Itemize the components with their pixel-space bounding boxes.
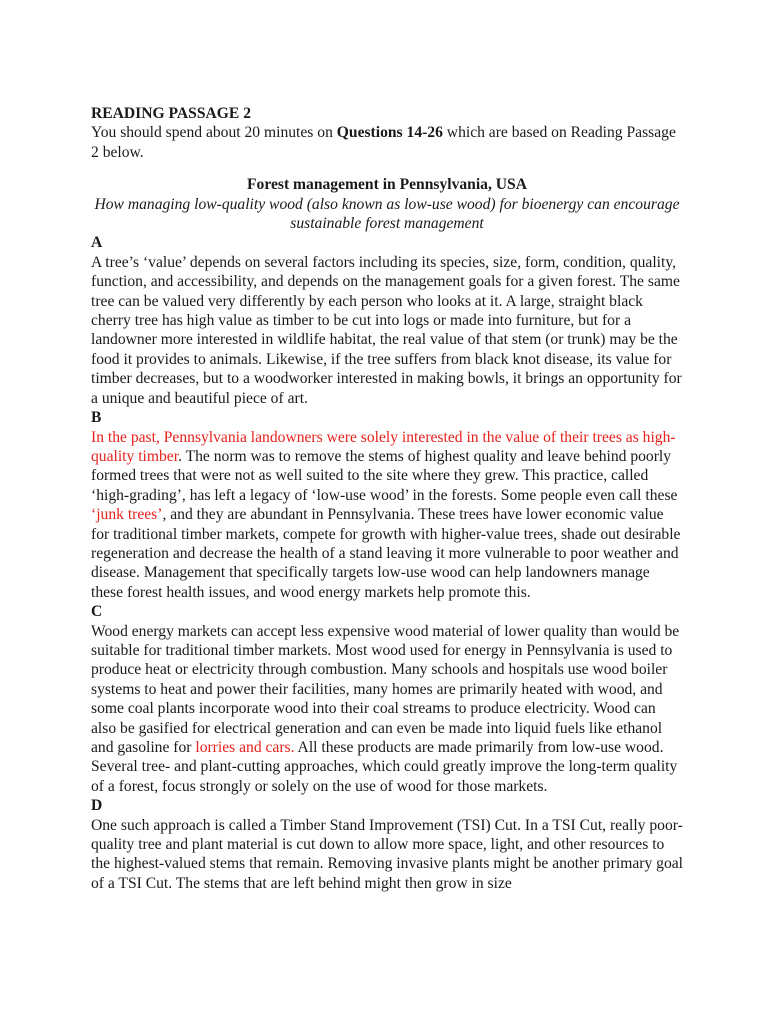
article-title: Forest management in Pennsylvania, USA xyxy=(247,176,527,194)
article-subtitle: How managing low-quality wood (also known as low-use wood) for bioenergy can encourage sustainable forest management xyxy=(94,195,680,233)
section-c-paragraph xyxy=(91,622,683,797)
intro-text-post: which are based on Reading Passage 2 below. xyxy=(91,124,676,161)
passage-heading: READING PASSAGE 2 xyxy=(91,105,252,122)
paragraph-text: , and they are abundant in Pennsylvania. These trees have lower economic value for traditional timber markets, compete for growth with higher-value trees, shade out desirable regeneration and decrease the health of a stand leaving it more vulnerable to poor weather and disease. Management that specifically targets low-use wood can help landowners manage these forest health issues, and wood energy markets help promote this. xyxy=(91,506,681,601)
highlighted-text: ‘junk trees’ xyxy=(91,506,163,524)
highlighted-text: lorries and cars. xyxy=(195,739,295,756)
intro-text-pre: You should spend about 20 minutes on xyxy=(91,124,337,142)
paragraph-text: All these products are made primarily from low-use wood. Several tree- and plant-cutting approaches, which could greatly improve the long-term quality of a forest, focus strongly or solely on the use of wood for those markets. xyxy=(91,739,678,795)
paragraph-text: . The norm was to remove the stems of highest quality and leave behind poorly formed trees that were not as well suited to the site where they grew. This practice, called ‘high-grading’, has left a legacy of ‘low-use wood’ in the forests. Some people even call these xyxy=(91,447,678,504)
intro-questions-range: Questions 14-26 xyxy=(336,124,443,142)
section-b-paragraph xyxy=(91,428,683,603)
reading-passage xyxy=(91,104,683,893)
section-letter-c: C xyxy=(91,603,103,621)
section-letter-b: B xyxy=(91,409,102,427)
section-a-paragraph: A tree’s ‘value’ depends on several factors including its species, size, form, condition, quality, function, and accessibility, and depends on the management goals for a given forest. The same tree can be valued very differently by each person who looks at it. A large, straight black cherry tree has high value as timber to be cut into logs or made into furniture, but for a landowner more interested in wildlife habitat, the real value of that stem (or trunk) may be the food it provides to animals. Likewise, if the tree suffers from black knot disease, its value for timber decreases, but to a woodworker interested in making bowls, it brings an opportunity for a unique and beautiful piece of art. xyxy=(91,253,682,407)
section-letter-d: D xyxy=(91,797,103,815)
passage-intro xyxy=(91,123,683,162)
paragraph-text: Wood energy markets can accept less expensive wood material of lower quality than would be suitable for traditional timber markets. Most wood used for energy in Pennsylvania is used to produce heat or electricity through combustion. Many schools and hospitals use wood boiler systems to heat and power their facilities, many homes are primarily heated with wood, and some coal plants incorporate wood into their coal streams to produce electricity. Wood can also be gasified for electrical generation and can even be made into liquid fuels like ethanol and gasoline for xyxy=(91,622,680,756)
section-d-paragraph: One such approach is called a Timber Stand Improvement (TSI) Cut. In a TSI Cut, really poor-quality tree and plant material is cut down to allow more space, light, and other resources to the highest-valued stems that remain. Removing invasive plants might be another primary goal of a TSI Cut. The stems that are left behind might then grow in size xyxy=(91,816,683,892)
section-letter-a: A xyxy=(91,234,103,252)
highlighted-text: In the past, Pennsylvania landowners were solely interested in the value of their trees as high-quality timber xyxy=(91,428,676,465)
